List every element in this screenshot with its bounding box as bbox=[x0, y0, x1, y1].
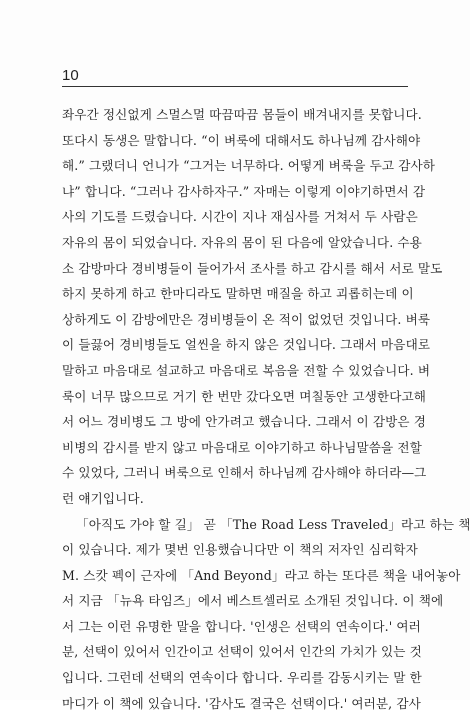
text-line: 룩이 너무 많으므로 거기 한 번만 갔다오면 며칠동안 고생한다고해 bbox=[62, 388, 426, 404]
text-line: 사의 기도를 드렸습니다. 시간이 지나 재심사를 거쳐서 두 사람은 bbox=[62, 209, 418, 225]
text-line: 상하게도 이 감방에만은 경비병들이 온 적이 없었던 것입니다. 벼룩 bbox=[62, 311, 431, 327]
text-line: 수 있었다, 그러니 벼룩으로 인해서 하나님께 감사해야 하더라—그 bbox=[62, 465, 427, 481]
text-line: 「아직도 가야 할 길」 곧 「The Road Less Traveled」라고 하는 책 bbox=[76, 516, 471, 532]
text-line: 분, 선택이 있어서 인간이고 선택이 있어서 인간의 가치가 있는 것 bbox=[62, 644, 422, 660]
text-line: 서 어느 경비병도 그 방에 안가려고 했습니다. 그래서 이 감방은 경 bbox=[62, 414, 427, 430]
text-line: 이 들끓어 경비병들도 얼씬을 하지 않은 것입니다. 그래서 마음대로 bbox=[62, 337, 431, 353]
text-line: 소 감방마다 경비병들이 들어가서 조사를 하고 감시를 해서 서로 말도 bbox=[62, 260, 443, 276]
text-line: 말하고 마음대로 설교하고 마음대로 복음을 전할 수 있었습니다. 벼 bbox=[62, 362, 431, 378]
text-line: 런 얘기입니다. bbox=[62, 490, 144, 506]
text-line: 해.” 그랬더니 언니가 “그거는 너무하다. 어떻게 벼룩을 두고 감사하 bbox=[62, 158, 436, 174]
header-rule bbox=[62, 86, 408, 87]
text-line: M. 스캇 펙이 근자에 「And Beyond」라고 하는 또다른 책을 내어놓아 bbox=[62, 567, 461, 583]
text-line: 마디가 이 책에 있습니다. '감사도 결국은 선택이다.' 여러분, 감사 bbox=[62, 695, 421, 711]
text-line: 좌우간 정신없게 스멀스멀 따끔따끔 몸들이 배겨내지를 못합니다. bbox=[62, 107, 422, 122]
text-line: 비병의 감시를 받지 않고 마음대로 이야기하고 하나님말씀을 전할 bbox=[62, 439, 422, 455]
text-line: 입니다. 그런데 선택의 연속이다 합니다. 우리를 감동시키는 말 한 bbox=[62, 670, 422, 686]
text-line: 이 있습니다. 제가 몇번 인용했습니다만 이 책의 저자인 심리학자 bbox=[62, 542, 418, 558]
text-line: 하지 못하게 하고 한마디라도 말하면 매질을 하고 괴롭히는데 이 bbox=[62, 286, 414, 302]
page-number: 10 bbox=[62, 67, 79, 84]
body-text bbox=[62, 102, 471, 716]
text-line: 또다시 동생은 말합니다. “이 벼룩에 대해서도 하나님께 감사해야 bbox=[62, 132, 421, 148]
text-line: 서 그는 이런 유명한 말을 합니다. '인생은 선택의 연속이다.' 여러 bbox=[62, 618, 421, 634]
text-line: 서 지금 「뉴욕 타임즈」에서 베스트셀러로 소개된 것입니다. 이 책에 bbox=[62, 593, 444, 609]
text-line: 냐” 합니다. “그러나 감사하자구.” 자매는 이렇게 이야기하면서 감 bbox=[62, 183, 426, 199]
text-line: 자유의 몸이 되었습니다. 자유의 몸이 된 다음에 알았습니다. 수용 bbox=[62, 234, 422, 250]
